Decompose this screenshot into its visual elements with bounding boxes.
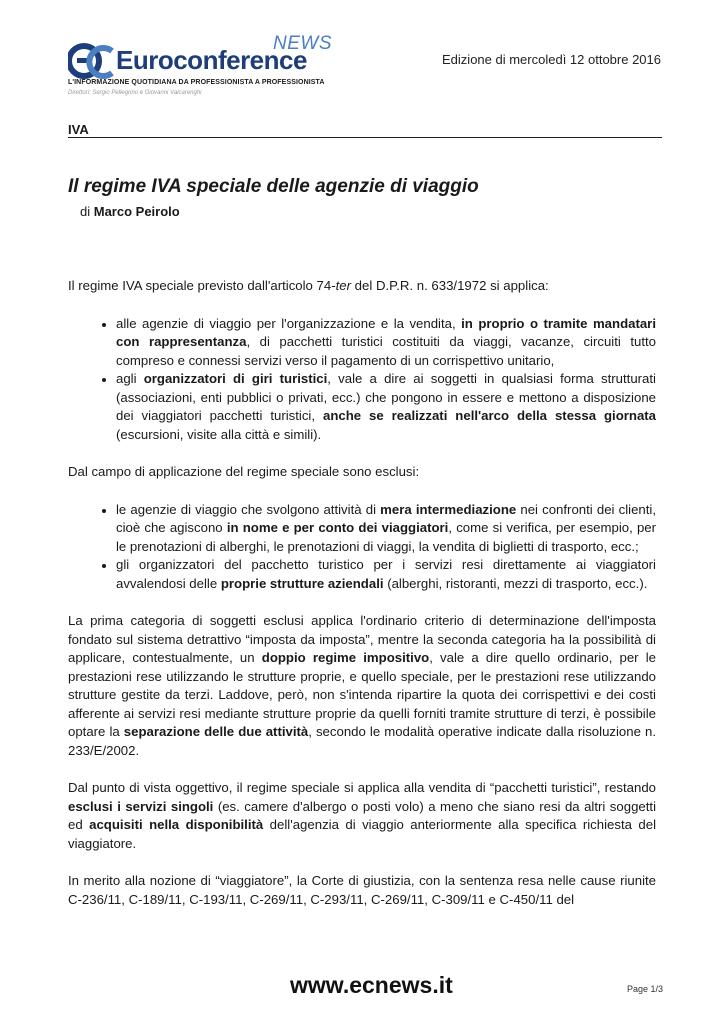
list-item: • alle agenzie di viaggio per l'organizzazione e la vendita, in proprio o tramite mandatari con rappresentanza, di pacchetti turistici costituiti da viaggi, vacanze, circuiti tutto compreso e connessi servizi verso il pagamento di un corrispettivo unitario, (116, 315, 656, 371)
body-paragraph: In merito alla nozione di “viaggiatore”, la Corte di giustizia, con la sentenza resa nelle cause riunite C-236/11, C-189/11, C-193/11, C-269/11, C-293/11, C-269/11, C-309/11 e C-450/11 del (68, 873, 656, 907)
section-divider (68, 137, 662, 138)
exclusions-paragraph: Dal campo di applicazione del regime speciale sono esclusi: (68, 464, 420, 479)
list-item: • gli organizzatori del pacchetto turistico per i servizi resi direttamente ai viaggiatori avvalendosi delle proprie strutture aziendali (alberghi, ristoranti, mezzi di trasporto, ecc.). (116, 556, 656, 593)
ec-logo-icon (68, 43, 114, 79)
logo-tagline: L'INFORMAZIONE QUOTIDIANA DA PROFESSIONISTA A PROFESSIONISTA (68, 79, 325, 86)
page-number: Page 1/3 (626, 984, 663, 994)
list-item: • agli organizzatori di giri turistici, vale a dire ai soggetti in qualsiasi forma strutturati (associazioni, enti pubblici o privati, ecc.) che pongono in essere e mettono a disposizione dei viaggiatori pacchetti turistici, anche se realizzati nell'arco della stessa giornata (escursioni, visite alla città e simili). (116, 370, 656, 444)
euroconference-logo (68, 33, 338, 103)
body-paragraph: Dal punto di vista oggettivo, il regime speciale si applica alla vendita di “pacchetti turistici”, restando esclusi i servizi singoli (es. camere d'albergo o posti volo) a meno che siano resi da altri soggetti ed acquisiti nella disponibilità dell'agenzia di viaggio anteriormente alla specifica richiesta del viaggiatore. (68, 780, 656, 851)
logo-directors: Direttori: Sergio Pellegrino e Giovanni Valcarenghi (68, 90, 202, 96)
article-author: Marco Peirolo (93, 204, 180, 219)
logo-wordmark: Euroconference (116, 45, 307, 75)
body-paragraph: La prima categoria di soggetti esclusi applica l'ordinario criterio di determinazione dell'imposta fondato sul sistema detrattivo “imposta da imposta”, mentre la seconda categoria ha la possibilità di applicare, contestualmente, un doppio regime impositivo, vale a dire quello ordinario, per le prestazioni rese utilizzando le strutture proprie, e quello speciale, per le prestazioni rese utilizzando strutture gestite da terzi. Laddove, però, non s'intenda ripartire la quota dei corrispettivi e dei costi afferente ai servizi resi mediante strutture proprie da quelli forniti tramite strutture di terzi, è possibile optare la separazione delle due attività, secondo le modalità operative indicate dalla risoluzione n. 233/E/2002. (68, 613, 656, 758)
edition-date: Edizione di mercoledì 12 ottobre 2016 (442, 52, 661, 67)
intro-paragraph: Il regime IVA speciale previsto dall'articolo 74-ter del D.P.R. n. 633/1972 si applica: (68, 278, 549, 293)
byline-prefix: di (80, 204, 91, 219)
article-body (68, 277, 656, 928)
article-byline (80, 204, 180, 219)
scope-list (68, 315, 656, 445)
footer-website-link[interactable]: www.ecnews.it (290, 972, 453, 998)
section-label: IVA (68, 122, 89, 137)
list-item: • le agenzie di viaggio che svolgono attività di mera intermediazione nei confronti dei clienti, cioè che agiscono in nome e per conto dei viaggiatori, come si verifica, per esempio, per le prenotazioni di alberghi, le prenotazioni di viaggi, la vendita di biglietti di trasporto, ecc.; (116, 501, 656, 557)
article-title: Il regime IVA speciale delle agenzie di viaggio (68, 176, 479, 197)
logo-news-label: NEWS (273, 33, 332, 54)
exclusions-list (68, 501, 656, 594)
